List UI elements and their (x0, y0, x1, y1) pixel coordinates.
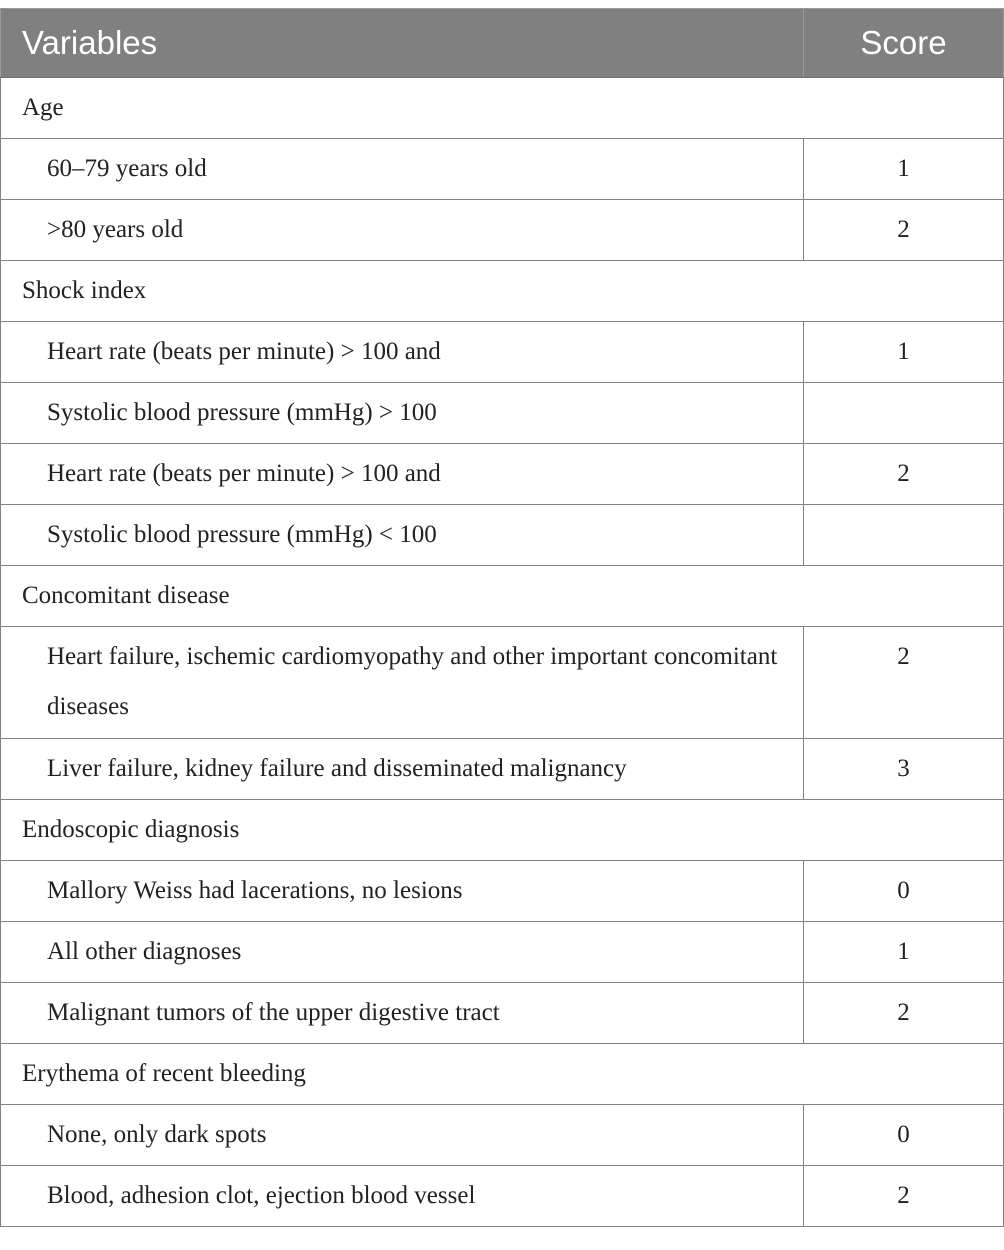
variable-cell: Heart failure, ischemic cardiomyopathy and other important concomitant diseases (1, 627, 804, 739)
score-cell: 2 (804, 200, 1004, 261)
group-row (1, 78, 1004, 139)
table-row (1, 200, 1004, 261)
table-row (1, 1166, 1004, 1227)
header-row (1, 9, 1004, 78)
group-label: Endoscopic diagnosis (1, 800, 1004, 861)
variables-column-header: Variables (1, 9, 804, 78)
table-row (1, 983, 1004, 1044)
score-cell: 2 (804, 983, 1004, 1044)
score-cell: 1 (804, 139, 1004, 200)
table-row (1, 505, 1004, 566)
variable-cell: None, only dark spots (1, 1105, 804, 1166)
variable-cell: Heart rate (beats per minute) > 100 and (1, 322, 804, 383)
variable-cell: Mallory Weiss had lacerations, no lesions (1, 861, 804, 922)
variable-cell: All other diagnoses (1, 922, 804, 983)
score-cell (804, 505, 1004, 566)
group-row (1, 261, 1004, 322)
score-cell: 2 (804, 627, 1004, 739)
group-label: Age (1, 78, 1004, 139)
table-row (1, 322, 1004, 383)
score-cell: 0 (804, 1105, 1004, 1166)
group-label: Erythema of recent bleeding (1, 1044, 1004, 1105)
score-cell: 1 (804, 322, 1004, 383)
variable-cell: >80 years old (1, 200, 804, 261)
score-cell: 1 (804, 922, 1004, 983)
group-row (1, 1044, 1004, 1105)
table-row (1, 444, 1004, 505)
table-body (1, 78, 1004, 1227)
group-row (1, 566, 1004, 627)
score-cell: 2 (804, 444, 1004, 505)
score-cell (804, 383, 1004, 444)
variable-cell: Systolic blood pressure (mmHg) < 100 (1, 505, 804, 566)
score-cell: 0 (804, 861, 1004, 922)
variable-cell: Malignant tumors of the upper digestive tract (1, 983, 804, 1044)
score-table (0, 8, 1004, 1227)
score-column-header: Score (804, 9, 1004, 78)
table-row (1, 861, 1004, 922)
table-row (1, 139, 1004, 200)
variable-cell: Systolic blood pressure (mmHg) > 100 (1, 383, 804, 444)
table-row (1, 1105, 1004, 1166)
group-label: Shock index (1, 261, 1004, 322)
variable-cell: Heart rate (beats per minute) > 100 and (1, 444, 804, 505)
group-label: Concomitant disease (1, 566, 1004, 627)
table-row (1, 383, 1004, 444)
table-row (1, 922, 1004, 983)
group-row (1, 800, 1004, 861)
variable-cell: 60–79 years old (1, 139, 804, 200)
table-row (1, 627, 1004, 739)
score-cell: 2 (804, 1166, 1004, 1227)
table-header (1, 9, 1004, 78)
score-cell: 3 (804, 739, 1004, 800)
variable-cell: Blood, adhesion clot, ejection blood vessel (1, 1166, 804, 1227)
table-row (1, 739, 1004, 800)
variable-cell: Liver failure, kidney failure and disseminated malignancy (1, 739, 804, 800)
